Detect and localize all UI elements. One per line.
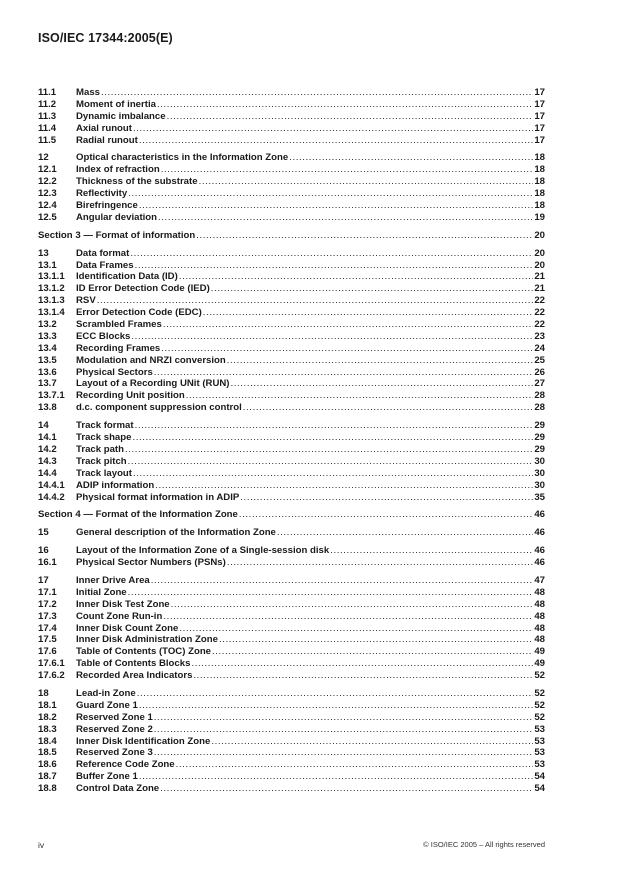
toc-entry-title: Track layout	[76, 467, 132, 479]
toc-entry[interactable]	[38, 355, 545, 367]
toc-entry-title: ADIP information	[76, 479, 155, 491]
toc-entry-title: Track shape	[76, 432, 132, 444]
toc-entry-page: 18	[534, 176, 545, 188]
toc-entry-number: 17.4	[38, 622, 57, 634]
dot-leader	[176, 759, 534, 771]
toc-entry-number: 18.3	[38, 723, 57, 735]
toc-section-heading-group	[38, 509, 545, 521]
toc-entry[interactable]	[38, 599, 545, 611]
dot-leader	[179, 271, 534, 283]
dot-leader	[199, 176, 534, 188]
toc-entry-page: 52	[534, 699, 545, 711]
toc-entry-title: Birefringence	[76, 200, 138, 212]
toc-entry-title: Thickness of the substrate	[76, 176, 198, 188]
toc-entry[interactable]	[38, 135, 545, 147]
toc-entry-title: Mass	[76, 87, 100, 98]
dot-leader	[161, 343, 533, 355]
toc-entry[interactable]	[38, 87, 545, 99]
toc-group	[38, 527, 545, 539]
dot-leader	[231, 378, 534, 390]
dot-leader	[161, 164, 534, 176]
toc-entry-title: Identification Data (ID)	[76, 271, 178, 283]
toc-entry[interactable]	[38, 468, 545, 480]
toc-entry-number: 16	[38, 545, 49, 557]
dot-leader	[133, 123, 533, 135]
toc-entry-title: d.c. component suppression control	[76, 402, 242, 414]
toc-entry-number: 12.4	[38, 200, 57, 212]
toc-entry-number: 17.6	[38, 646, 57, 658]
toc-entry-title: Layout of the Information Zone of a Single-session disk	[76, 545, 330, 557]
dot-leader	[128, 587, 534, 599]
dot-leader	[219, 634, 533, 646]
toc-entry-title: Error Detection Code (EDC)	[76, 307, 202, 319]
toc-entry[interactable]	[38, 724, 545, 736]
dot-leader	[277, 527, 533, 539]
dot-leader	[167, 111, 534, 123]
toc-entry-number: 13.6	[38, 366, 57, 378]
toc-entry-page: 48	[534, 634, 545, 646]
dot-leader	[196, 230, 533, 242]
toc-entry-page: 48	[534, 622, 545, 634]
toc-entry[interactable]	[38, 611, 545, 623]
toc-entry[interactable]	[38, 111, 545, 123]
toc-entry-title: Lead-in Zone	[76, 687, 136, 699]
toc-entry-page: 25	[534, 354, 545, 366]
toc-entry-title: Reserved Zone 3	[76, 747, 153, 759]
toc-entry-number: 14.1	[38, 432, 57, 444]
toc-entry-number: 14.3	[38, 455, 57, 467]
dot-leader	[227, 557, 534, 569]
toc-entry[interactable]	[38, 759, 545, 771]
toc-entry-number: 13.1.1	[38, 271, 65, 283]
toc-entry[interactable]	[38, 700, 545, 712]
toc-entry[interactable]	[38, 307, 545, 319]
toc-entry-number: 14.4.2	[38, 491, 65, 503]
table-of-contents	[38, 87, 545, 801]
toc-entry-page: 22	[534, 307, 545, 319]
toc-entry-number: 12.2	[38, 176, 57, 188]
toc-entry[interactable]	[38, 456, 545, 468]
toc-section-entry[interactable]	[38, 509, 545, 521]
toc-entry[interactable]	[38, 736, 545, 748]
dot-leader	[151, 575, 534, 587]
toc-entry-page: 17	[534, 134, 545, 146]
toc-entry-page: 29	[534, 432, 545, 444]
toc-entry-page: 18	[534, 188, 545, 200]
toc-entry-page: 46	[534, 557, 545, 569]
dot-leader	[289, 152, 533, 164]
toc-entry-number: 13.2	[38, 319, 57, 331]
toc-entry-title: RSV	[76, 295, 96, 307]
toc-entry-title: Table of Contents Blocks	[76, 658, 191, 670]
toc-entry-number: 16.1	[38, 557, 57, 569]
toc-entry-title: Scrambled Frames	[76, 319, 162, 331]
dot-leader	[101, 87, 533, 99]
toc-entry[interactable]	[38, 480, 545, 492]
toc-entry-title: Count Zone Run-in	[76, 610, 163, 622]
dot-leader	[135, 420, 534, 432]
dot-leader	[97, 295, 534, 307]
dot-leader	[139, 700, 533, 712]
dot-leader	[125, 444, 533, 456]
toc-entry-number: 18.1	[38, 699, 57, 711]
dot-leader	[163, 611, 533, 623]
toc-entry-title: Data Frames	[76, 259, 134, 271]
toc-entry-page: 54	[534, 771, 545, 783]
toc-entry-number: 17	[38, 574, 49, 586]
toc-entry-page: 17	[534, 87, 545, 98]
dot-leader	[139, 135, 534, 147]
toc-entry-number: 13.1.3	[38, 295, 65, 307]
toc-entry[interactable]	[38, 331, 545, 343]
dot-leader	[154, 367, 534, 379]
toc-entry-title: Recording Frames	[76, 342, 161, 354]
toc-entry-number: 18.5	[38, 747, 57, 759]
toc-entry[interactable]	[38, 402, 545, 414]
toc-entry[interactable]	[38, 212, 545, 224]
toc-entry-page: 26	[534, 366, 545, 378]
toc-entry-page: 22	[534, 295, 545, 307]
toc-entry[interactable]	[38, 295, 545, 307]
toc-entry-number: 11.4	[38, 122, 57, 134]
dot-leader	[193, 670, 533, 682]
toc-entry-number: 18.7	[38, 771, 57, 783]
toc-entry-number: 13.1.4	[38, 307, 65, 319]
toc-entry-page: 53	[534, 747, 545, 759]
toc-entry-page: 21	[534, 271, 545, 283]
toc-entry[interactable]	[38, 152, 545, 164]
toc-entry-title: Buffer Zone 1	[76, 771, 138, 783]
toc-entry[interactable]	[38, 271, 545, 283]
toc-entry-title: Inner Disk Administration Zone	[76, 634, 218, 646]
toc-entry[interactable]	[38, 444, 545, 456]
toc-entry-title: Inner Drive Area	[76, 574, 150, 586]
toc-entry[interactable]	[38, 200, 545, 212]
toc-entry[interactable]	[38, 712, 545, 724]
dot-leader	[240, 492, 533, 504]
toc-entry-page: 48	[534, 598, 545, 610]
toc-entry-number: 14.2	[38, 443, 57, 455]
toc-entry-page: 30	[534, 479, 545, 491]
toc-entry[interactable]	[38, 390, 545, 402]
toc-entry-number: 13.7	[38, 378, 57, 390]
toc-entry-title: Recorded Area Indicators	[76, 670, 193, 682]
toc-entry-page: 30	[534, 455, 545, 467]
toc-entry-title: Track pitch	[76, 455, 127, 467]
toc-entry-title: Angular deviation	[76, 211, 158, 223]
toc-entry-number: 12.1	[38, 164, 57, 176]
toc-entry-page: 22	[534, 319, 545, 331]
toc-entry-page: 53	[534, 723, 545, 735]
dot-leader	[212, 646, 533, 658]
toc-entry-number: 14.4.1	[38, 479, 65, 491]
toc-entry-number: 17.6.2	[38, 670, 65, 682]
dot-leader	[137, 688, 534, 700]
dot-leader	[132, 432, 533, 444]
toc-entry-number: 14	[38, 420, 49, 432]
toc-entry-title: ID Error Detection Code (IED)	[76, 283, 210, 295]
toc-entry-title: Control Data Zone	[76, 783, 160, 795]
toc-entry-title: Axial runout	[76, 122, 132, 134]
toc-entry-page: 46	[534, 527, 545, 539]
toc-entry-page: 47	[534, 574, 545, 586]
toc-entry-title: General description of the Information Zone	[76, 527, 276, 539]
dot-leader	[227, 355, 534, 367]
toc-entry-number: 12.3	[38, 188, 57, 200]
toc-group	[38, 87, 545, 146]
toc-entry-title: Table of Contents (TOC) Zone	[76, 646, 212, 658]
toc-entry-number: 12	[38, 152, 49, 164]
toc-entry-number: 13.3	[38, 330, 57, 342]
dot-leader	[171, 599, 534, 611]
toc-entry-page: 53	[534, 735, 545, 747]
toc-entry[interactable]	[38, 432, 545, 444]
toc-entry[interactable]	[38, 545, 545, 557]
toc-entry-page: 29	[534, 420, 545, 432]
toc-entry-number: 17.3	[38, 610, 57, 622]
dot-leader	[203, 307, 534, 319]
toc-entry-number: 11.1	[38, 87, 57, 98]
toc-entry-title: Dynamic imbalance	[76, 110, 166, 122]
toc-entry-page: 20	[534, 229, 545, 241]
toc-entry[interactable]	[38, 688, 545, 700]
dot-leader	[330, 545, 533, 557]
toc-entry-page: 48	[534, 586, 545, 598]
dot-leader	[243, 402, 534, 414]
toc-entry-title: Inner Disk Identification Zone	[76, 735, 211, 747]
dot-leader	[133, 468, 533, 480]
toc-entry-number: 17.2	[38, 598, 57, 610]
toc-entry-number: 18.4	[38, 735, 57, 747]
toc-entry[interactable]	[38, 99, 545, 111]
toc-entry-page: 46	[534, 509, 545, 521]
toc-entry-page: 53	[534, 759, 545, 771]
dot-leader	[154, 724, 534, 736]
dot-leader	[154, 712, 534, 724]
dot-leader	[154, 747, 534, 759]
toc-entry-number: 13.7.1	[38, 390, 65, 402]
toc-entry-page: 48	[534, 610, 545, 622]
toc-group	[38, 152, 545, 223]
copyright-notice: © ISO/IEC 2005 – All rights reserved	[423, 840, 545, 849]
toc-group	[38, 575, 545, 682]
toc-entry[interactable]	[38, 492, 545, 504]
toc-entry-page: 27	[534, 378, 545, 390]
toc-group	[38, 545, 545, 569]
toc-entry-page: 23	[534, 330, 545, 342]
toc-entry-page: 18	[534, 200, 545, 212]
dot-leader	[211, 283, 534, 295]
toc-entry-title: Initial Zone	[76, 586, 127, 598]
toc-entry-title: Reserved Zone 1	[76, 711, 153, 723]
dot-leader	[128, 456, 534, 468]
toc-entry-number: 15	[38, 527, 49, 539]
toc-entry-page: 20	[534, 247, 545, 259]
toc-entry[interactable]	[38, 367, 545, 379]
toc-group	[38, 248, 545, 414]
toc-entry[interactable]	[38, 747, 545, 759]
page-number: iv	[38, 840, 45, 850]
toc-entry-title: Radial runout	[76, 134, 138, 146]
toc-entry-page: 28	[534, 402, 545, 414]
toc-entry[interactable]	[38, 623, 545, 635]
toc-entry-page: 35	[534, 491, 545, 503]
document-id-header: ISO/IEC 17344:2005(E)	[38, 31, 173, 45]
dot-leader	[158, 212, 533, 224]
toc-entry-number: 18.8	[38, 783, 57, 795]
toc-entry-page: 52	[534, 711, 545, 723]
toc-entry-page: 18	[534, 152, 545, 164]
toc-entry[interactable]	[38, 587, 545, 599]
toc-entry[interactable]	[38, 420, 545, 432]
toc-entry[interactable]	[38, 557, 545, 569]
toc-entry-page: 49	[534, 658, 545, 670]
toc-entry-page: 19	[534, 211, 545, 223]
toc-entry-page: 49	[534, 646, 545, 658]
dot-leader	[160, 783, 533, 795]
toc-entry-number: 17.5	[38, 634, 57, 646]
toc-entry-title: Index of refraction	[76, 164, 160, 176]
toc-entry-page: 52	[534, 670, 545, 682]
toc-entry-number: 18	[38, 687, 49, 699]
toc-entry-page: 52	[534, 687, 545, 699]
toc-entry-title: ECC Blocks	[76, 330, 131, 342]
toc-entry[interactable]	[38, 575, 545, 587]
toc-entry-number: 13.5	[38, 354, 57, 366]
toc-entry-page: 18	[534, 164, 545, 176]
dot-leader	[211, 736, 533, 748]
toc-entry-number: 18.6	[38, 759, 57, 771]
toc-entry-page: 30	[534, 467, 545, 479]
dot-leader	[135, 260, 534, 272]
toc-entry-page: 17	[534, 122, 545, 134]
toc-entry-page: 21	[534, 283, 545, 295]
toc-section-heading-group	[38, 230, 545, 242]
toc-entry[interactable]	[38, 319, 545, 331]
dot-leader	[191, 658, 533, 670]
dot-leader	[163, 319, 533, 331]
toc-entry[interactable]	[38, 646, 545, 658]
toc-entry[interactable]	[38, 343, 545, 355]
toc-entry-title: Optical characteristics in the Information Zone	[76, 152, 289, 164]
toc-entry-title: Section 3 — Format of information	[38, 229, 196, 241]
toc-entry-number: 13.1	[38, 259, 57, 271]
toc-entry[interactable]	[38, 188, 545, 200]
toc-entry-title: Reserved Zone 2	[76, 723, 153, 735]
toc-entry-page: 28	[534, 390, 545, 402]
toc-entry-page: 54	[534, 783, 545, 795]
toc-entry-page: 46	[534, 545, 545, 557]
toc-entry[interactable]	[38, 176, 545, 188]
dot-leader	[139, 200, 533, 212]
dot-leader	[131, 331, 533, 343]
toc-entry-title: Physical format information in ADIP	[76, 491, 240, 503]
toc-entry[interactable]	[38, 260, 545, 272]
toc-entry[interactable]	[38, 783, 545, 795]
toc-entry-number: 17.1	[38, 586, 57, 598]
toc-entry-title: Reflectivity	[76, 188, 128, 200]
dot-leader	[130, 248, 533, 260]
toc-entry-number: 13.4	[38, 342, 57, 354]
toc-entry[interactable]	[38, 248, 545, 260]
toc-group	[38, 688, 545, 795]
toc-entry[interactable]	[38, 670, 545, 682]
toc-entry-page: 20	[534, 259, 545, 271]
toc-entry[interactable]	[38, 634, 545, 646]
dot-leader	[179, 623, 533, 635]
toc-entry-title: Inner Disk Test Zone	[76, 598, 170, 610]
toc-entry-title: Layout of a Recording UNit (RUN)	[76, 378, 230, 390]
toc-entry-title: Inner Disk Count Zone	[76, 622, 179, 634]
toc-entry-number: 18.2	[38, 711, 57, 723]
toc-entry-number: 17.6.1	[38, 658, 65, 670]
dot-leader	[186, 390, 534, 402]
toc-entry[interactable]	[38, 771, 545, 783]
toc-entry-number: 14.4	[38, 467, 57, 479]
toc-entry-number: 13.1.2	[38, 283, 65, 295]
toc-entry-title: Data format	[76, 247, 130, 259]
toc-entry-title: Moment of inertia	[76, 98, 156, 110]
toc-entry-title: Section 4 — Format of the Information Zone	[38, 509, 238, 521]
toc-entry[interactable]	[38, 378, 545, 390]
toc-entry-number: 13	[38, 247, 49, 259]
toc-entry-title: Track format	[76, 420, 134, 432]
toc-entry-title: Physical Sector Numbers (PSNs)	[76, 557, 226, 569]
toc-entry-title: Modulation and NRZI conversion	[76, 354, 226, 366]
toc-entry[interactable]	[38, 123, 545, 135]
toc-entry-number: 13.8	[38, 402, 57, 414]
toc-entry-number: 12.5	[38, 211, 57, 223]
toc-entry-number: 11.3	[38, 110, 57, 122]
toc-entry-page: 29	[534, 443, 545, 455]
toc-section-entry[interactable]	[38, 230, 545, 242]
toc-entry-number: 11.2	[38, 98, 57, 110]
dot-leader	[157, 99, 533, 111]
dot-leader	[139, 771, 533, 783]
toc-entry-title: Reference Code Zone	[76, 759, 175, 771]
toc-entry-title: Track path	[76, 443, 124, 455]
toc-entry[interactable]	[38, 527, 545, 539]
dot-leader	[128, 188, 533, 200]
dot-leader	[155, 480, 533, 492]
toc-entry-title: Physical Sectors	[76, 366, 153, 378]
toc-entry-page: 17	[534, 98, 545, 110]
toc-entry-page: 17	[534, 110, 545, 122]
toc-entry-title: Recording Unit position	[76, 390, 185, 402]
dot-leader	[239, 509, 533, 521]
toc-entry-title: Guard Zone 1	[76, 699, 138, 711]
toc-entry[interactable]	[38, 658, 545, 670]
toc-entry[interactable]	[38, 283, 545, 295]
toc-group	[38, 420, 545, 503]
toc-entry-number: 11.5	[38, 134, 57, 146]
toc-entry-page: 24	[534, 342, 545, 354]
toc-entry[interactable]	[38, 164, 545, 176]
